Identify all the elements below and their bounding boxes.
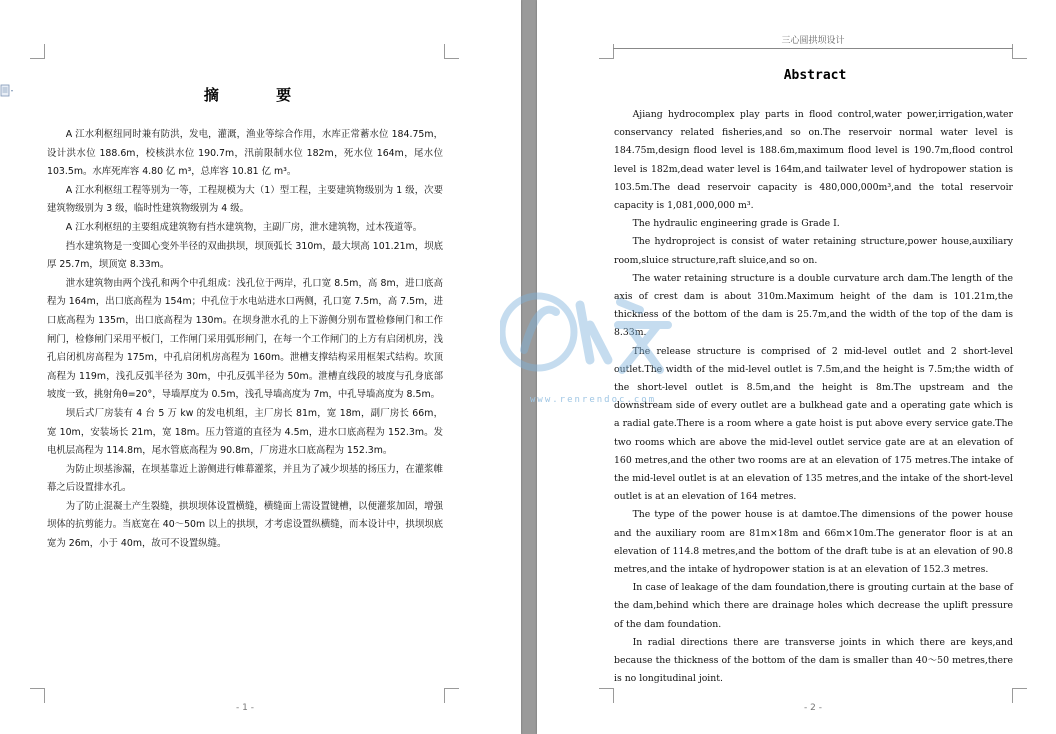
paragraph: A 江水利枢纽工程等别为一等，工程规模为大（1）型工程，主要建筑物级别为 1 级，次要建筑物级别为 3 级，临时性建筑物级别为 4 级。 bbox=[47, 184, 443, 215]
running-header: 三心圆拱坝设计 bbox=[613, 37, 1013, 49]
corner-mark bbox=[599, 44, 614, 59]
paragraph: A 江水利枢纽的主要组成建筑物有挡水建筑物，主副厂房，泄水建筑物，过木筏道等。 bbox=[65, 221, 423, 233]
paragraph: In case of leakage of the dam foundation,there is grouting curtain at the base of the dam,behind which there are drainage holes which decrease the uplift pressure of the dam foundation. bbox=[614, 582, 1013, 630]
page-title: Abstract bbox=[783, 68, 847, 83]
paragraph: The hydraulic engineering grade is Grade I. bbox=[632, 218, 840, 230]
paragraph: 为防止坝基渗漏，在坝基靠近上游侧进行帷幕灌浆，并且为了减少坝基的扬压力，在灌浆帷幕之后设置排水孔。 bbox=[47, 463, 443, 494]
corner-mark bbox=[1012, 44, 1027, 59]
paragraph: 为了防止混凝土产生裂缝，拱坝坝体设置横缝，横缝面上需设置键槽，以便灌浆加固，增强坝体的抗剪能力。当底宽在 40～50m 以上的拱坝，才考虑设置纵横缝，而本设计中，拱坝坝底宽为 26m，小于 40m，故可不设置纵缝。 bbox=[47, 500, 443, 550]
corner-mark bbox=[444, 688, 459, 703]
paragraph: Ajiang hydrocomplex play parts in flood control,water power,irrigation,water conservancy related fisheries,and so on.The reservoir normal water level is 184.75m,design flood level is 188.6m,maximum flood level is 190.7m,flood control level is 182m,dead water level is 164m,and tailwater level of hydropower station is 103.5m.The dead reservoir capacity is 480,000,000m³,and the total reservoir capacity is 1,081,000,000 m³. bbox=[614, 109, 1013, 212]
page-number: - 1 - bbox=[236, 703, 254, 713]
paragraph: The type of the power house is at damtoe.The dimensions of the power house and the auxiliary room are 81m×18m and 66m×10m.The generator floor is at an elevation of 114.8 metres,and the bottom of the draft tube is at an elevation of 90.8 metres,and the intake of hydropower station is at an elevation of 152.3 metres. bbox=[614, 509, 1013, 576]
corner-mark bbox=[599, 688, 614, 703]
paragraph: The water retaining structure is a double curvature arch dam.The length of the axis of crest dam is about 310m.Maximum height of the dam is 101.21m,the thickness of the bottom of the dam is 25.7m,and the width of the top of the dam is 8.33m. bbox=[614, 272, 1013, 339]
abstract-body-en bbox=[614, 106, 1013, 689]
paragraph: The release structure is comprised of 2 mid-level outlet and 2 short-level outlet.The width of the mid-level outlet is 7.5m,and the height is 7.5m;the width of the short-level outlet is 8.5m,and the height is 8m.The upstream and the downstream side of every outlet are a bulkhead gate and a operating gate which is a radial gate.There is a room where a gate hoist is put above every service gate.The two rooms which are above the mid-level outlet service gate are at an elevation of 160 metres,and the other two rooms are at an elevation of 175 metres.The intake of the mid-level outlet is at an elevation of 135 metres,and the intake of the short-level outlet is at an elevation of 164 metres. bbox=[614, 345, 1013, 503]
paragraph: The hydroproject is consist of water retaining structure,power house,auxiliary room,sluice structure,raft sluice,and so on. bbox=[614, 236, 1013, 266]
paragraph: A 江水利枢纽同时兼有防洪，发电，灌溉，渔业等综合作用，水库正常蓄水位 184.75m，设计洪水位 188.6m，校核洪水位 190.7m，汛前限制水位 182m，死水位 164m，尾水位 103.5m。水库死库容 4.80 亿 m³，总库容 10.81 亿 m³。 bbox=[47, 129, 443, 178]
page-1 bbox=[0, 0, 521, 734]
corner-mark bbox=[1012, 688, 1027, 703]
abstract-body-cn bbox=[47, 126, 443, 554]
page-number: - 2 - bbox=[804, 703, 822, 713]
page-title: 摘 要 bbox=[203, 86, 318, 104]
paragraph: 挡水建筑物是一变圆心变外半径的双曲拱坝，坝顶弧长 310m，最大坝高 101.21m，坝底厚 25.7m，坝顶宽 8.33m。 bbox=[47, 240, 443, 271]
corner-mark bbox=[30, 688, 45, 703]
watermark-text: www.renrendoc.com bbox=[530, 395, 657, 405]
corner-mark bbox=[30, 44, 45, 59]
paragraph: 坝后式厂房装有 4 台 5 万 kw 的发电机组，主厂房长 81m，宽 18m，副厂房长 66m，宽 10m，安装场长 21m，宽 18m。压力管道的直径为 4.5m，进水口底高程为 152.3m。发电机层高程为 114.8m，尾水管底高程为 90.8m，厂房进水口底高程为 152.3m。 bbox=[47, 407, 443, 457]
paragraph: 泄水建筑物由两个浅孔和两个中孔组成：浅孔位于两岸，孔口宽 8.5m，高 8m，进口底高程为 164m，出口底高程为 154m；中孔位于水电站进水口两侧，孔口宽 7.5m，高 7.5m，进口底高程为 135m，出口底高程为 130m。在坝身泄水孔的上下游侧分别布置检修闸门和工作闸门，检修闸门采用平板门，工作闸门采用弧形闸门，在每一个工作闸门的上方有启闭机房，浅孔启闭机房高程为 175m，中孔启闭机房高程为 160m。泄槽支撑结构采用框架式结构。坎顶高程为 119m，浅孔反弧半径为 30m，中孔反弧半径为 50m。泄槽直线段的坡度与孔身底部坡度一致，挑射角θ=20°，导墙厚度为 0.5m，浅孔导墙高度为 7m，中孔导墙高度为 8.5m。 bbox=[47, 277, 443, 401]
page-2 bbox=[537, 0, 1056, 734]
corner-mark bbox=[444, 44, 459, 59]
paragraph: In radial directions there are transverse joints in which there are keys,and because the thickness of the bottom of the dam is smaller than 40～50 metres,there is no longitudinal joint. bbox=[614, 636, 1013, 685]
